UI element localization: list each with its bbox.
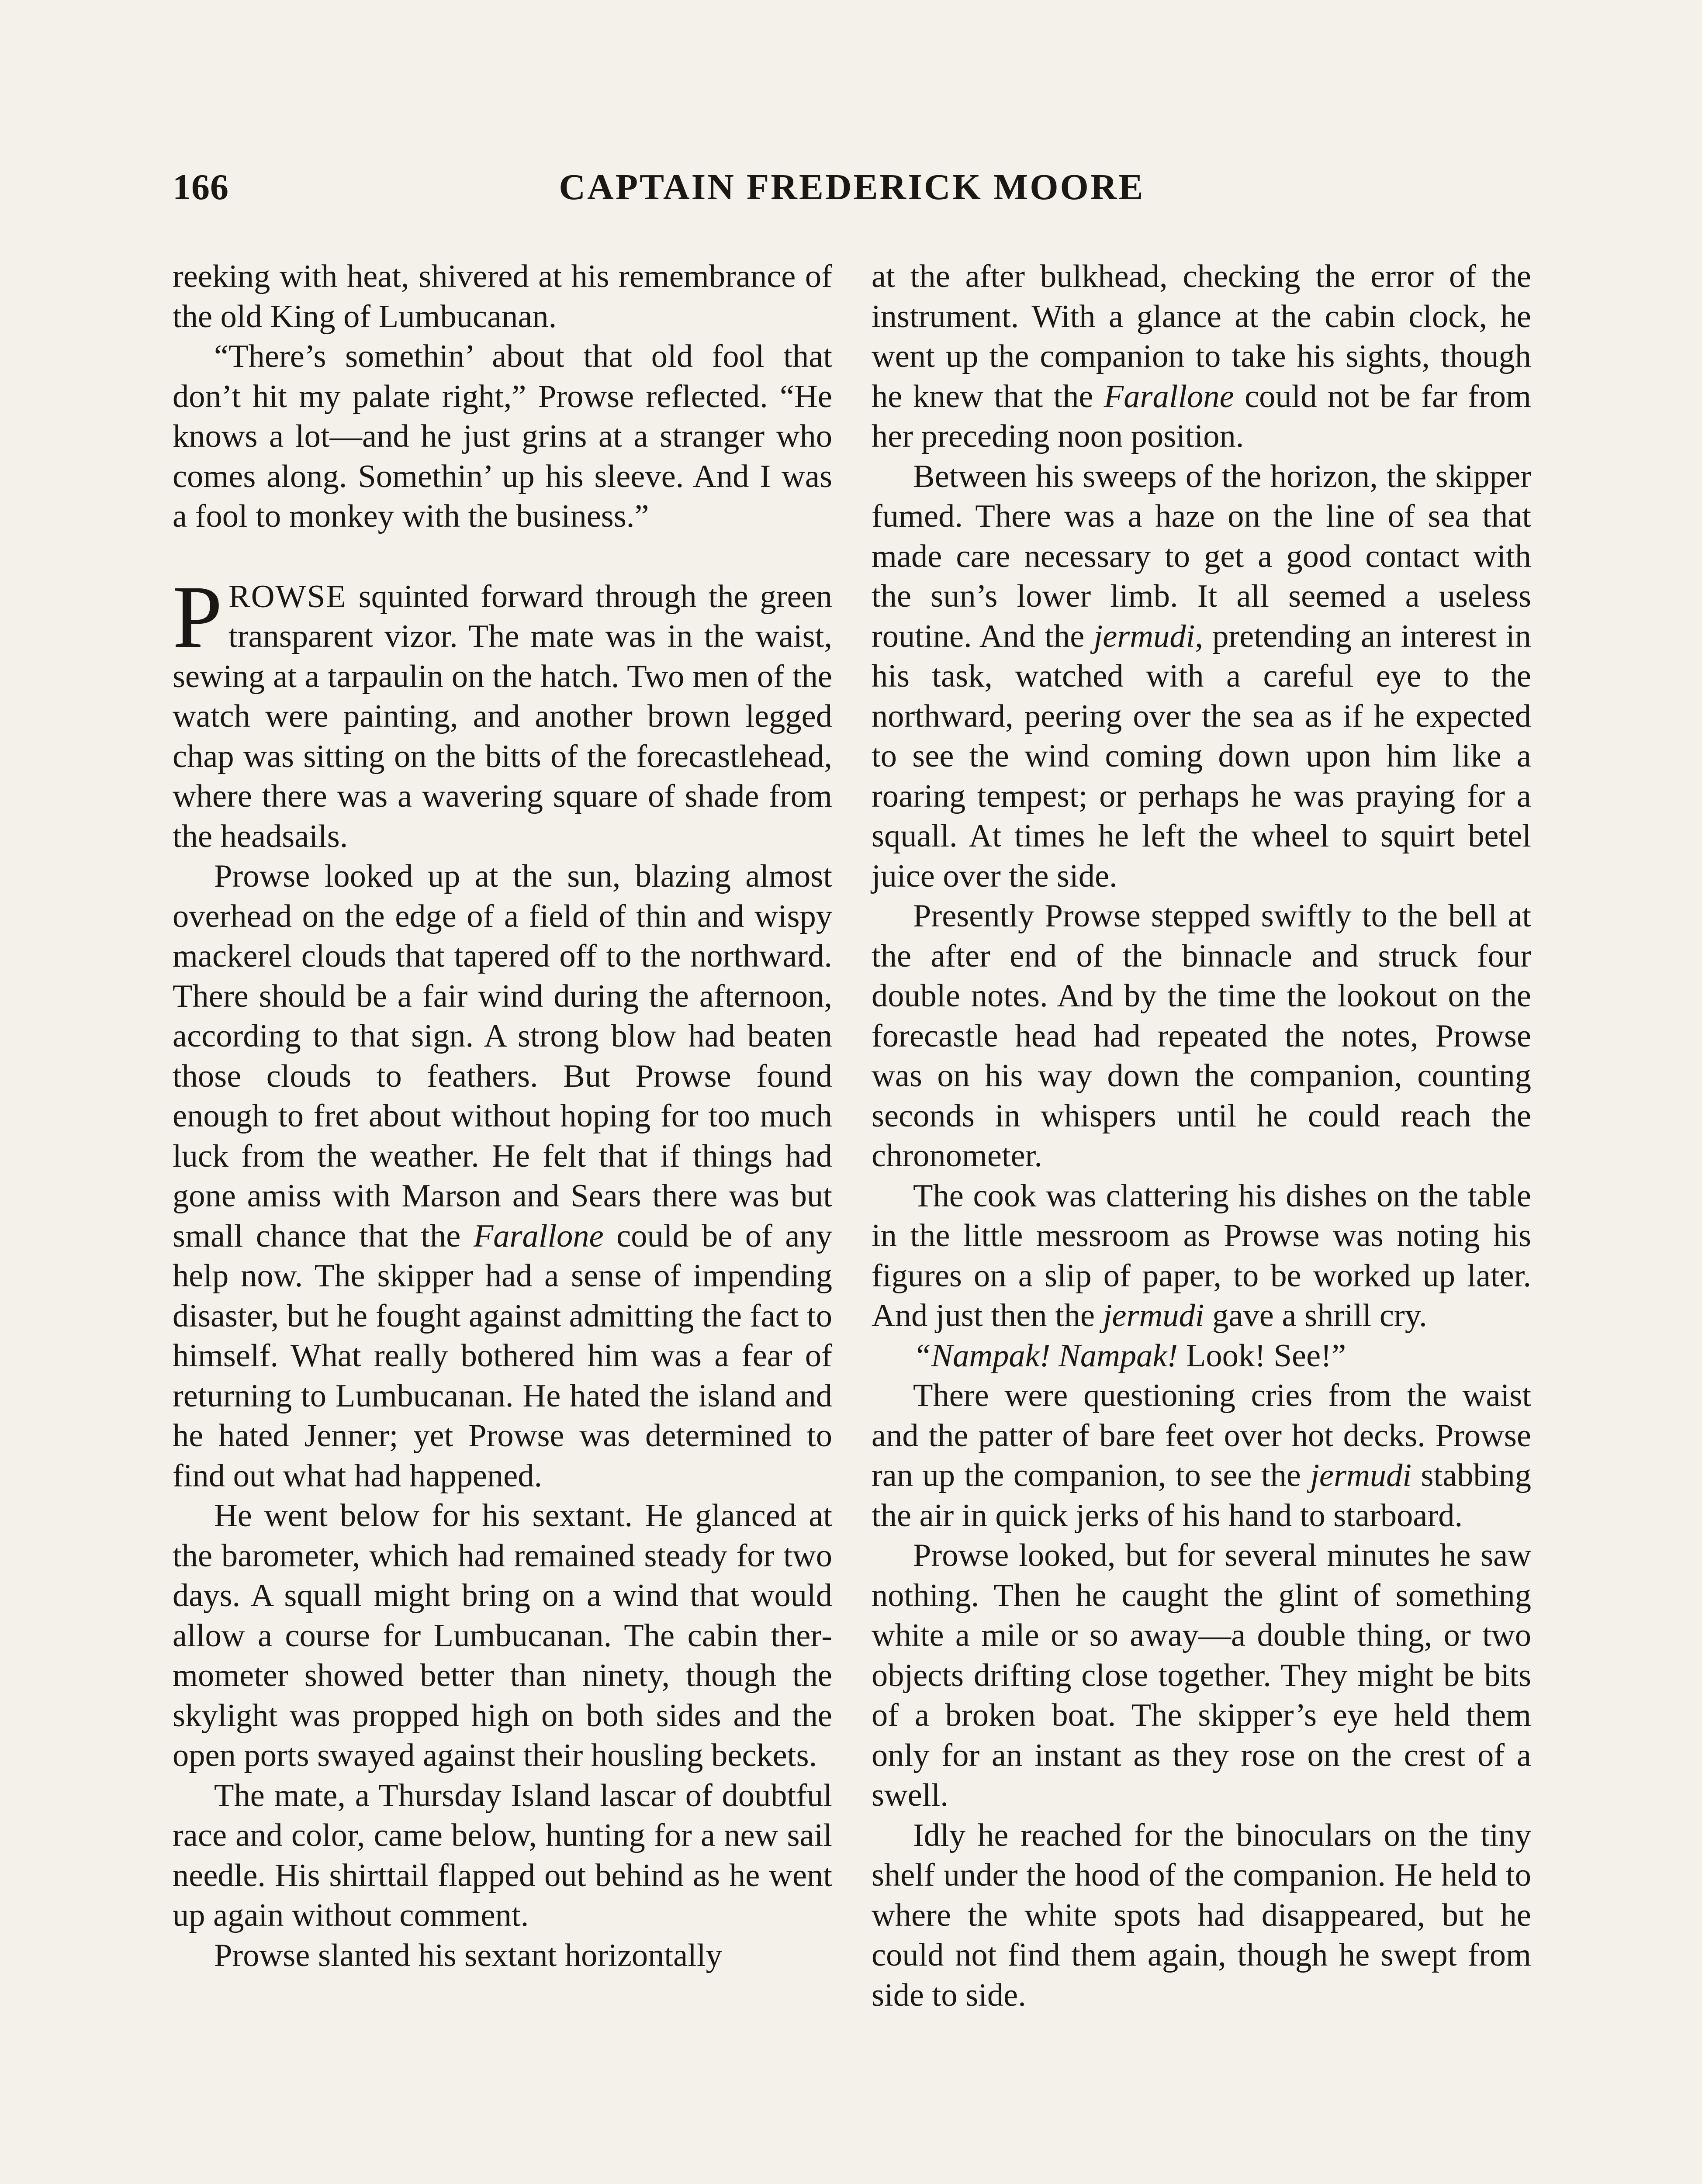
paragraph: Prowse looked, but for several minutes he saw nothing. Then he caught the glint of something white a mile or so away—a double thing, or two objects drifting close together. They might be bits of a broken boat. The skipper’s eye held them only for an instant as they rose on the crest of a swell.	[872, 1538, 1531, 1813]
paragraph-text: gave a shrill cry.	[1204, 1298, 1427, 1334]
page-header	[173, 166, 1531, 236]
paragraph: The mate, a Thursday Island lascar of doubtful race and color, came below, hunting for a new sail needle. His shirttail flapped out behind as he went up again without comment.	[173, 1777, 832, 1933]
italic-term: jermudi	[1310, 1458, 1412, 1493]
ship-name: Farallone	[473, 1218, 604, 1254]
paragraph-text: There were questioning cries from the waist and the patter of bare feet over hot decks. Prowse ran up the companion, to see the	[872, 1378, 1531, 1493]
paragraph	[872, 457, 1531, 897]
paragraph: reeking with heat, shivered at his remembrance of the old King of Lumbucanan.	[173, 259, 832, 335]
paragraph-text: at the after bulkhead, checking the error of the instrument. With a glance at the cabin clock, he went up the companion to take his sights, though he knew that the	[872, 259, 1531, 415]
paragraph	[872, 1336, 1531, 1376]
paragraph-text: stabbing the air in quick jerks of his hand to starboard.	[872, 1458, 1531, 1534]
paragraph: “There’s somethin’ about that old fool that don’t hit my palate right,” Prowse reflected. “He knows a lot—and he just grins at a stranger who comes along. Somethin’ up his sleeve. And I was a fool to monkey with the business.”	[173, 339, 832, 534]
paragraph-text: squinted forward through the green transparent vizor. The mate was in the waist, sewing at a tarpaulin on the hatch. Two men of the watch were painting, and another brown legged chap was sitting on the bitts of the forecastlehead, where there was a wavering square of shade from the headsails.	[173, 578, 832, 854]
ship-name: Farallone	[1104, 378, 1234, 415]
running-title: CAPTAIN FREDERICK MOORE	[559, 167, 1145, 207]
paragraph-text: could not be far from her preceding noon position.	[872, 378, 1531, 454]
left-column	[173, 257, 832, 1976]
paragraph: He went below for his sextant. He glanced at the barometer, which had remained steady for two days. A squall might bring on a wind that would allow a course for Lumbucanan. The cabin thermometer showed better than ninety, though the skylight was propped high on both sides and the open ports swayed against their housling beckets.	[173, 1498, 832, 1773]
italic-term: jermudi	[1103, 1298, 1204, 1334]
paragraph	[173, 857, 832, 1496]
paragraph-text: Look! See!”	[1178, 1337, 1346, 1374]
page-number: 166	[173, 167, 229, 207]
italic-term: jermudi	[1093, 618, 1195, 654]
drop-cap: P	[173, 567, 223, 667]
paragraph: Presently Prowse stepped swiftly to the bell at the after end of the binnacle and struck four double notes. And by the time the lookout on the forecastle head had repeated the notes, Prowse was on his way down the companion, counting seconds in whispers until he could reach the chronometer.	[872, 898, 1531, 1174]
paragraph: Prowse slanted his sextant horizontally	[214, 1937, 722, 1973]
paragraph-text: Between his sweeps of the horizon, the skipper fumed. There was a haze on the line of sea that made care necessary to get a good contact with the sun’s lower limb. It all seemed a useless routine. And the	[872, 458, 1531, 654]
paragraph-text: The cook was clattering his dishes on the table in the little messroom as Prowse was noting his figures on a slip of paper, to be worked up later. And just then the	[872, 1178, 1531, 1334]
paragraph	[872, 257, 1531, 457]
section-opening-paragraph	[173, 567, 832, 857]
small-caps-lead: ROWSE	[228, 578, 347, 615]
paragraph	[872, 1176, 1531, 1336]
paragraph-text: could be of any help now. The skipper had a sense of impending disaster, but he fought against admitting the fact to himself. What really bothered him was a fear of returning to Lumbucanan. He hated the island and he hated Jenner; yet Prowse was determined to find out what had happened.	[173, 1218, 832, 1494]
paragraph: Idly he reached for the binoculars on the tiny shelf under the hood of the companion. He held to where the white spots had disappeared, but he could not find them again, though he swept from side to side.	[872, 1817, 1531, 2013]
italic-exclamation: “Nampak! Nampak!	[913, 1337, 1178, 1374]
right-column	[872, 257, 1531, 2015]
paragraph-text: , pretending an interest in his task, watched with a careful eye to the northward, peering over the sea as if he expected to see the wind coming down upon him like a roaring tempest; or perhaps he was praying for a squall. At times he left the wheel to squirt betel juice over the side.	[872, 618, 1531, 894]
paragraph-text: Prowse looked up at the sun, blazing almost overhead on the edge of a field of thin and wispy mackerel clouds that tapered off to the northward. There should be a fair wind during the afternoon, according to that sign. A strong blow had beaten those clouds to feathers. But Prowse found enough to fret about without hoping for too much luck from the weather. He felt that if things had gone amiss with Marson and Sears there was but small chance that the	[173, 858, 832, 1254]
paragraph	[872, 1376, 1531, 1536]
